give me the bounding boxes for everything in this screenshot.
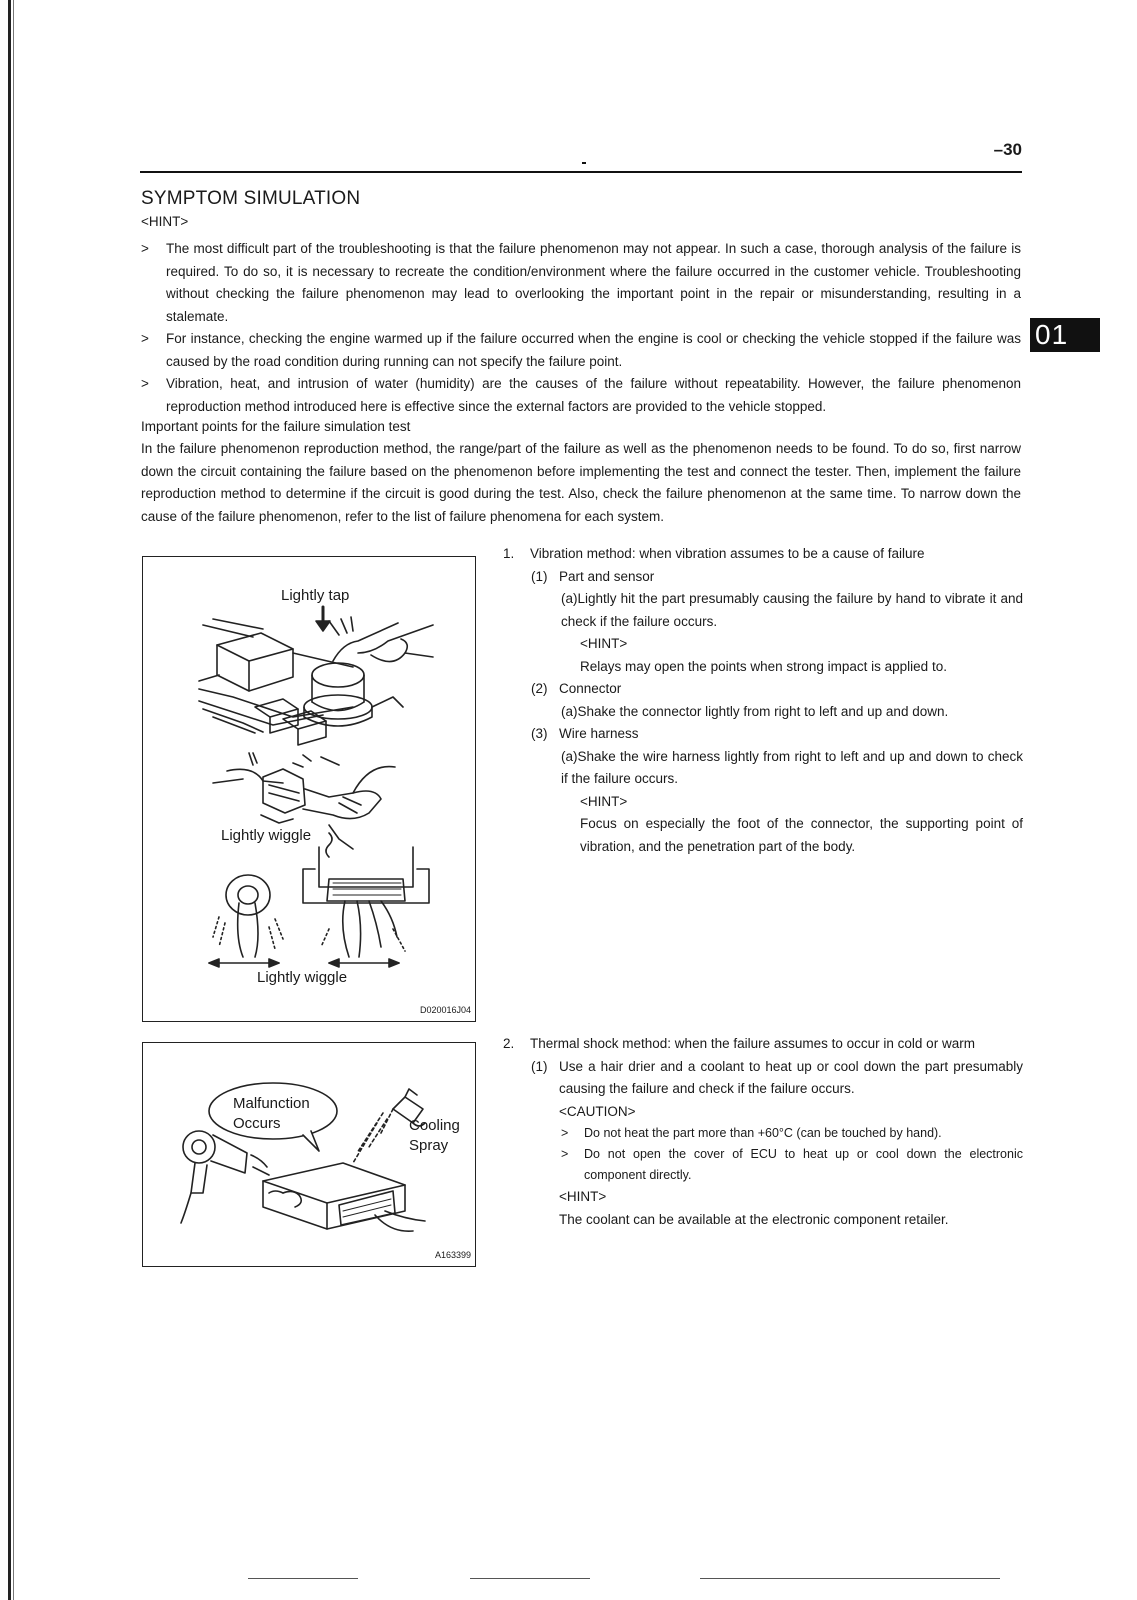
label-occurs: Occurs — [233, 1115, 281, 1132]
subitem — [503, 678, 1023, 701]
hint-label: <HINT> — [559, 1189, 607, 1204]
figure-id: D020016J04 — [419, 1005, 471, 1015]
footer-rule — [470, 1578, 590, 1579]
caution-item — [503, 1144, 1023, 1186]
figure-id: A163399 — [434, 1250, 471, 1260]
method-heading — [503, 543, 1023, 566]
label-lightly-tap: Lightly tap — [281, 587, 350, 604]
label-spray: Spray — [409, 1137, 449, 1154]
hint-bullet — [141, 328, 1021, 373]
method-title: Vibration method: when vibration assumes to be a cause of failure — [530, 546, 925, 561]
important-heading: Important points for the failure simulation test — [141, 419, 411, 434]
hint-text: Relays may open the points when strong impact is applied to. — [580, 658, 947, 674]
bullet-text: The most difficult part of the troubleshooting is that the failure phenomenon may not appear. In such a case, thorough analysis of the failure is required. To do so, it is necessary to recreate the condition/environment where the failure occurred in the customer vehicle. Troubleshooting without checking the failure phenomenon may lead to overlooking the important point in the repair or misunderstanding, resulting in a stalemate. — [166, 241, 1021, 324]
method-title: Thermal shock method: when the failure assumes to occur in cold or warm — [530, 1036, 975, 1051]
method-number: 2. — [503, 1036, 515, 1051]
method-heading — [503, 1033, 1023, 1056]
step-text: (a)Lightly hit the part presumably causing the failure by hand to vibrate it and check if the failure occurs. — [561, 591, 1023, 629]
caution-label: <CAUTION> — [559, 1103, 636, 1119]
page-title: SYMPTOM SIMULATION — [141, 188, 361, 209]
header-mark — [582, 162, 586, 164]
hint-bullets — [141, 238, 1021, 418]
hint-bullet — [141, 373, 1021, 418]
bullet-mark: > — [141, 376, 149, 391]
caution-text: Do not heat the part more than +60°C (can be touched by hand). — [584, 1126, 942, 1140]
bullet-text: For instance, checking the engine warmed up if the failure occurred when the engine is cool or checking the vehicle stopped if the failure was caused by the road condition during running can not specify the failure point. — [166, 331, 1021, 369]
subitem-title: Connector — [559, 681, 622, 696]
subitem-text: Use a hair drier and a coolant to heat up or cool down the part presumably causing the failure and check if the failure occurs. — [559, 1058, 1023, 1096]
method-vibration — [503, 543, 1023, 858]
binding-edge-shadow — [13, 0, 14, 1600]
footer-rule — [700, 1578, 1000, 1579]
footer-rule — [248, 1578, 358, 1579]
bullet-text: Vibration, heat, and intrusion of water (humidity) are the causes of the failure without repeatability. However, the failure phenomenon reproduction method introduced here is effective since the external factors are provided to the vehicle stopped. — [166, 376, 1021, 414]
subitem — [503, 566, 1023, 589]
figure-vibration — [142, 556, 476, 1022]
caution-text: Do not open the cover of ECU to heat up or cool down the electronic component directly. — [584, 1147, 1023, 1182]
header-rule — [140, 171, 1022, 173]
thermal-illustration — [143, 1043, 477, 1268]
section-tab: 01 — [1030, 318, 1100, 352]
hint-text: Focus on especially the foot of the connector, the supporting point of vibration, and the penetration part of the body. — [580, 816, 1023, 854]
label-lightly-wiggle-bottom: Lightly wiggle — [257, 969, 348, 986]
caution-mark: > — [561, 1147, 569, 1161]
subitem-number: (1) — [531, 1058, 548, 1074]
method-number: 1. — [503, 546, 515, 561]
caution-item — [503, 1123, 1023, 1144]
label-malfunction: Malfunction — [233, 1095, 310, 1112]
hint-heading: <HINT> — [141, 214, 189, 229]
label-lightly-wiggle-top: Lightly wiggle — [221, 827, 312, 844]
subitem — [503, 723, 1023, 746]
bullet-mark: > — [141, 241, 149, 256]
subitem-title: Wire harness — [559, 726, 639, 741]
hint-text: The coolant can be available at the electronic component retailer. — [559, 1211, 949, 1227]
subitem-title: Part and sensor — [559, 568, 655, 584]
vibration-illustration — [143, 557, 477, 1023]
binding-edge — [8, 0, 11, 1600]
subitem-number: (1) — [531, 568, 548, 584]
important-text: In the failure phenomenon reproduction method, the range/part of the failure as well as the phenomenon needs to be found. To do so, first narrow down the circuit containing the failure based on the phenomenon before implementing the test and connect the tester. Then, implement the failure reproduction method to determine if the circuit is good during the test. Also, check the failure phenomenon at the same time. To narrow down the cause of the failure phenomenon, refer to the list of failure phenomena for each system. — [141, 441, 1021, 524]
hint-label: <HINT> — [580, 636, 628, 651]
hint-bullet — [141, 238, 1021, 328]
page-number: –30 — [993, 140, 1022, 159]
step-text: (a)Shake the wire harness lightly from right to left and up and down to check if the failure occurs. — [561, 748, 1023, 786]
caution-mark: > — [561, 1126, 569, 1140]
method-thermal — [503, 1033, 1023, 1231]
bullet-mark: > — [141, 331, 149, 346]
figure-thermal — [142, 1042, 476, 1267]
subitem — [503, 1056, 1023, 1101]
hint-label: <HINT> — [580, 793, 628, 809]
label-cooling: Cooling — [409, 1117, 460, 1134]
step-text: (a)Shake the connector lightly from right to left and up and down. — [561, 703, 949, 719]
subitem-number: (2) — [531, 681, 548, 696]
subitem-number: (3) — [531, 726, 548, 741]
